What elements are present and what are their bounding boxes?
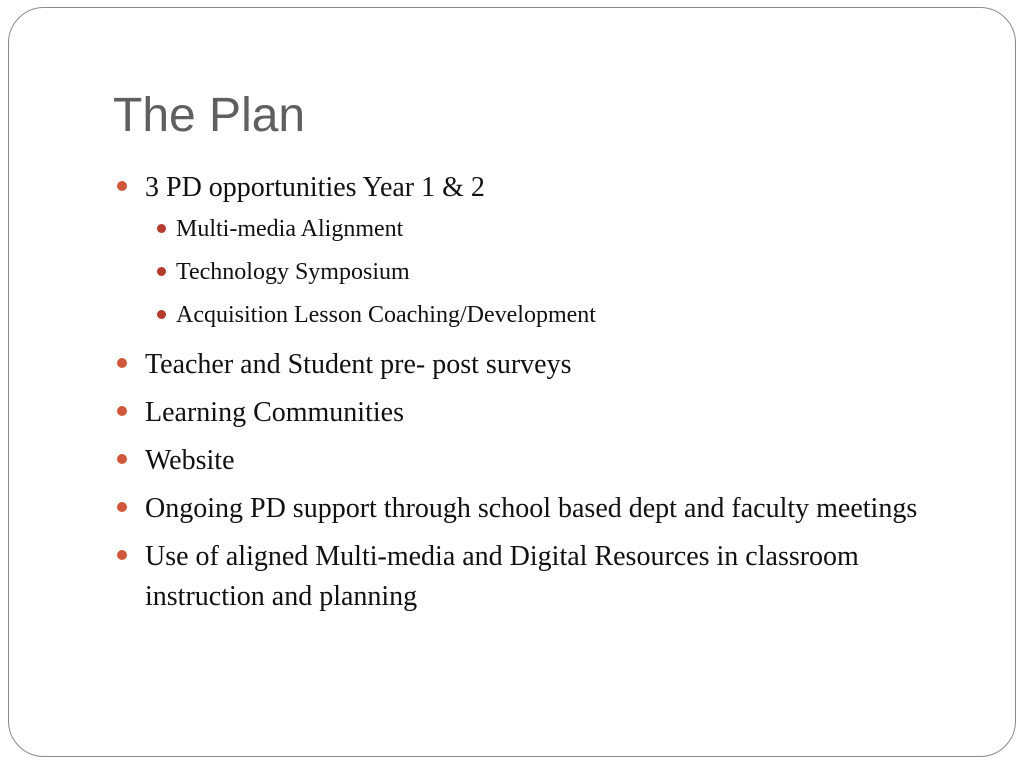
sub-bullet-list [145,208,943,337]
bullet-dot-icon [117,454,127,464]
bullet-item [113,489,943,529]
slide-title: The Plan [113,89,306,142]
bullet-item [113,537,943,617]
bullet-item [113,441,943,481]
bullet-text: Use of aligned Multi-media and Digital Resources in classroom instruction and planning [145,541,859,612]
sub-bullet-text: Technology Symposium [176,259,410,285]
bullet-dot-icon [117,550,127,560]
bullet-dot-icon [117,358,127,368]
sub-bullet-dot-icon [157,310,166,319]
sub-bullet-dot-icon [157,224,166,233]
bullet-item [113,345,943,385]
slide [8,7,1016,757]
bullet-text: Teacher and Student pre- post surveys [145,349,572,380]
bullet-item [113,393,943,433]
sub-bullet-item [145,251,943,294]
sub-bullet-text: Multi-media Alignment [176,216,404,242]
sub-bullet-text: Acquisition Lesson Coaching/Development [176,302,596,328]
bullet-dot-icon [117,181,127,191]
sub-bullet-item [145,208,943,251]
bullet-text: Ongoing PD support through school based dept and faculty meetings [145,493,918,524]
sub-bullet-dot-icon [157,267,166,276]
bullet-dot-icon [117,406,127,416]
sub-bullet-item [145,294,943,337]
bullet-text: 3 PD opportunities Year 1 & 2 [145,172,485,203]
bullet-text: Learning Communities [145,397,404,428]
bullet-dot-icon [117,502,127,512]
bullet-text: Website [145,445,235,476]
bullet-list [113,168,943,625]
bullet-item [113,168,943,337]
